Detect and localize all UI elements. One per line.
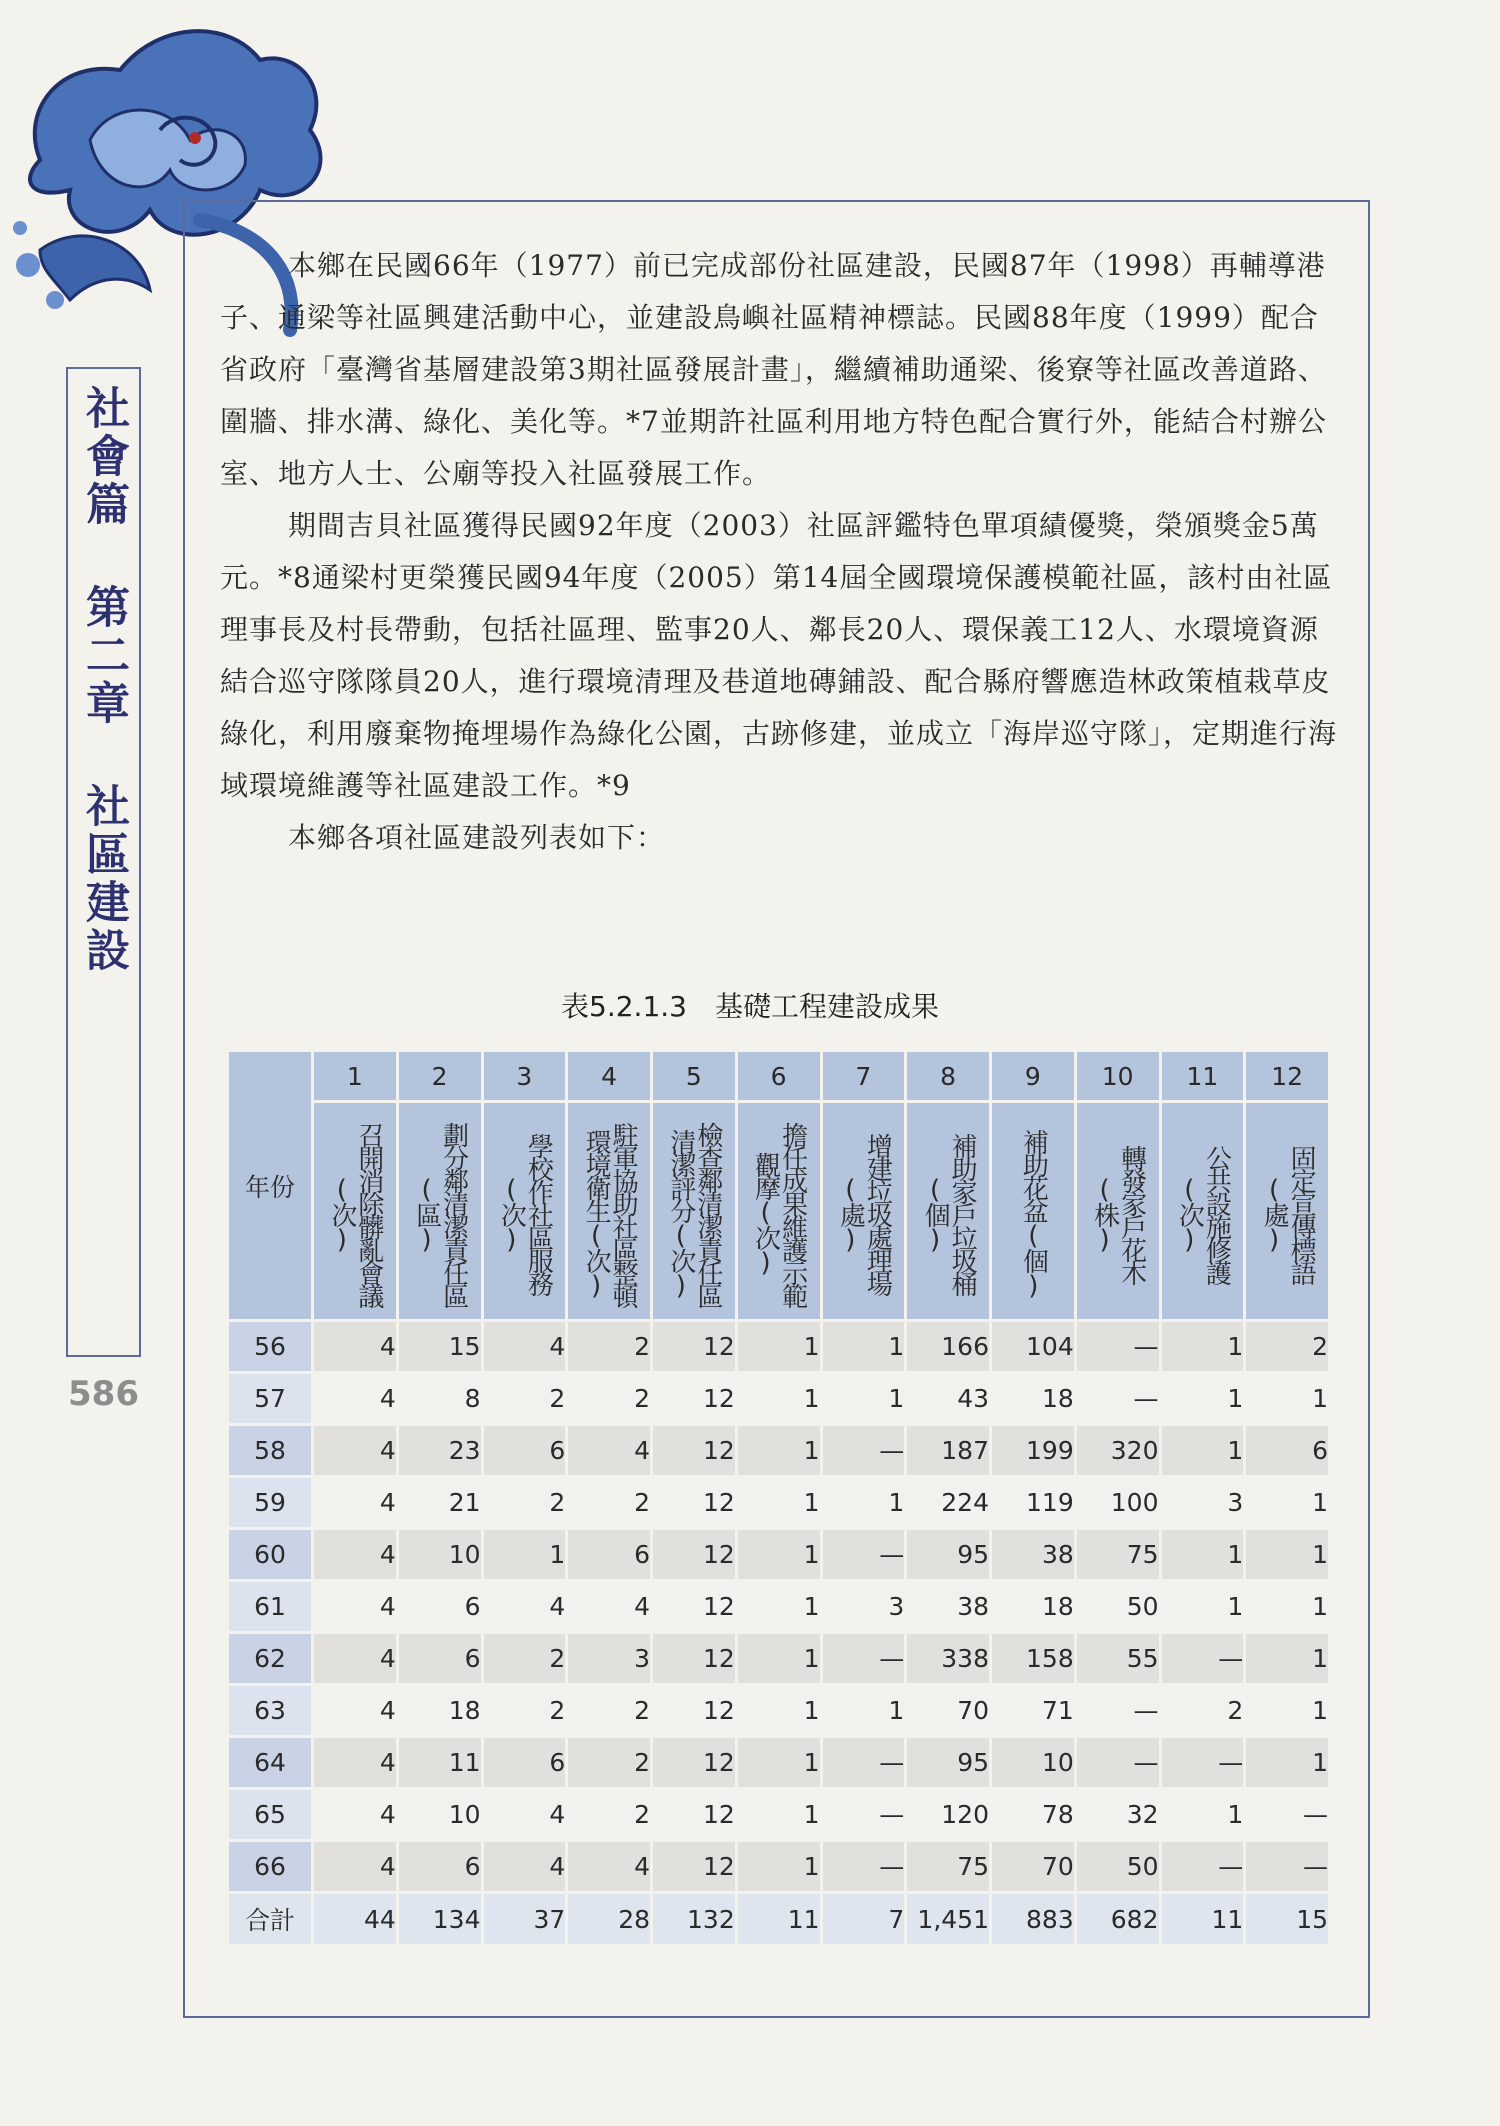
year-cell: 58: [229, 1426, 311, 1475]
column-number: 8: [907, 1052, 989, 1100]
total-cell: 28: [568, 1894, 650, 1944]
value-cell: 18: [992, 1374, 1074, 1423]
column-name: 補助家戶垃圾桶(個): [920, 1133, 978, 1294]
value-cell: —: [823, 1426, 905, 1475]
value-cell: —: [1077, 1322, 1159, 1371]
value-cell: 4: [568, 1582, 650, 1631]
column-number: 1: [314, 1052, 396, 1100]
value-cell: 43: [907, 1374, 989, 1423]
value-cell: 1: [738, 1374, 820, 1423]
column-number: 2: [399, 1052, 481, 1100]
value-cell: 1: [823, 1686, 905, 1735]
value-cell: 2: [1246, 1322, 1328, 1371]
value-cell: 4: [568, 1842, 650, 1891]
value-cell: 10: [399, 1530, 481, 1579]
column-number: 4: [568, 1052, 650, 1100]
value-cell: 55: [1077, 1634, 1159, 1683]
column-number: 9: [992, 1052, 1074, 1100]
total-cell: 883: [992, 1894, 1074, 1944]
total-cell: 134: [399, 1894, 481, 1944]
value-cell: 95: [907, 1530, 989, 1579]
table-row: [229, 1686, 1328, 1735]
value-cell: 4: [314, 1374, 396, 1423]
column-name: 學校作社區服務(次): [496, 1133, 554, 1294]
value-cell: 12: [653, 1426, 735, 1475]
year-cell: 60: [229, 1530, 311, 1579]
value-cell: 1: [738, 1738, 820, 1787]
column-name: 固定宣傳標語(處): [1259, 1144, 1317, 1283]
value-cell: —: [823, 1790, 905, 1839]
value-cell: 11: [399, 1738, 481, 1787]
value-cell: 12: [653, 1790, 735, 1839]
value-cell: 4: [314, 1686, 396, 1735]
value-cell: 21: [399, 1478, 481, 1527]
value-cell: 224: [907, 1478, 989, 1527]
value-cell: 4: [568, 1426, 650, 1475]
year-cell: 59: [229, 1478, 311, 1527]
value-cell: 1: [738, 1322, 820, 1371]
chapter-side-title: 社會篇 第二章 社區建設: [78, 385, 129, 975]
value-cell: 10: [992, 1738, 1074, 1787]
column-number: 6: [738, 1052, 820, 1100]
value-cell: 3: [568, 1634, 650, 1683]
construction-table: [226, 1049, 1331, 1947]
value-cell: 78: [992, 1790, 1074, 1839]
year-cell: 63: [229, 1686, 311, 1735]
value-cell: 4: [484, 1842, 566, 1891]
value-cell: 1: [1246, 1634, 1328, 1683]
column-number: 3: [484, 1052, 566, 1100]
value-cell: 120: [907, 1790, 989, 1839]
page-number: 586: [68, 1374, 139, 1414]
year-cell: 65: [229, 1790, 311, 1839]
value-cell: 2: [484, 1634, 566, 1683]
value-cell: 1: [484, 1530, 566, 1579]
column-header: [1246, 1103, 1328, 1319]
value-cell: 104: [992, 1322, 1074, 1371]
column-header: [907, 1103, 989, 1319]
column-header: [314, 1103, 396, 1319]
column-name: 檢查鄰清潔責任區清潔評分(次): [665, 1121, 723, 1306]
value-cell: 1: [823, 1322, 905, 1371]
value-cell: 12: [653, 1322, 735, 1371]
value-cell: 158: [992, 1634, 1074, 1683]
column-number-row: [229, 1052, 1328, 1100]
column-name: 轉發家戶花木(株): [1089, 1144, 1147, 1283]
value-cell: 4: [314, 1322, 396, 1371]
value-cell: 8: [399, 1374, 481, 1423]
value-cell: 70: [992, 1842, 1074, 1891]
value-cell: 6: [399, 1634, 481, 1683]
value-cell: 2: [568, 1790, 650, 1839]
value-cell: 1: [1246, 1738, 1328, 1787]
value-cell: 199: [992, 1426, 1074, 1475]
value-cell: —: [823, 1738, 905, 1787]
value-cell: 38: [992, 1530, 1074, 1579]
body-text: [220, 240, 1340, 864]
column-number: 11: [1162, 1052, 1244, 1100]
column-name-row: [229, 1103, 1328, 1319]
table-row: [229, 1478, 1328, 1527]
value-cell: —: [1246, 1842, 1328, 1891]
value-cell: 1: [1162, 1322, 1244, 1371]
table-body: [229, 1322, 1328, 1944]
value-cell: 1: [738, 1686, 820, 1735]
value-cell: 3: [1162, 1478, 1244, 1527]
value-cell: 6: [399, 1582, 481, 1631]
year-cell: 64: [229, 1738, 311, 1787]
value-cell: 4: [314, 1790, 396, 1839]
column-header: [1162, 1103, 1244, 1319]
value-cell: 6: [484, 1738, 566, 1787]
value-cell: 338: [907, 1634, 989, 1683]
value-cell: 50: [1077, 1842, 1159, 1891]
total-label: 合計: [229, 1894, 311, 1944]
value-cell: 2: [568, 1478, 650, 1527]
value-cell: 1: [738, 1634, 820, 1683]
total-cell: 1,451: [907, 1894, 989, 1944]
value-cell: 12: [653, 1842, 735, 1891]
value-cell: 2: [568, 1322, 650, 1371]
value-cell: 1: [1246, 1686, 1328, 1735]
table-row: [229, 1634, 1328, 1683]
table-row: [229, 1738, 1328, 1787]
column-name: 劃分鄰清潔責任區(區): [411, 1121, 469, 1306]
value-cell: 1: [1246, 1582, 1328, 1631]
value-cell: 166: [907, 1322, 989, 1371]
value-cell: —: [1077, 1686, 1159, 1735]
value-cell: 32: [1077, 1790, 1159, 1839]
value-cell: 6: [568, 1530, 650, 1579]
value-cell: 1: [823, 1374, 905, 1423]
value-cell: 1: [823, 1478, 905, 1527]
column-number: 5: [653, 1052, 735, 1100]
total-cell: 682: [1077, 1894, 1159, 1944]
value-cell: 1: [738, 1530, 820, 1579]
column-number: 7: [823, 1052, 905, 1100]
value-cell: —: [1162, 1634, 1244, 1683]
table-row: [229, 1530, 1328, 1579]
total-row: [229, 1894, 1328, 1944]
value-cell: —: [823, 1530, 905, 1579]
value-cell: 1: [738, 1790, 820, 1839]
value-cell: 4: [314, 1582, 396, 1631]
value-cell: 4: [484, 1322, 566, 1371]
value-cell: 4: [484, 1790, 566, 1839]
value-cell: —: [823, 1634, 905, 1683]
value-cell: 12: [653, 1634, 735, 1683]
value-cell: 4: [314, 1426, 396, 1475]
value-cell: 6: [1246, 1426, 1328, 1475]
column-header: [568, 1103, 650, 1319]
column-header: [399, 1103, 481, 1319]
value-cell: 15: [399, 1322, 481, 1371]
paragraph-1: 本鄉在民國66年（1977）前已完成部份社區建設，民國87年（1998）再輔導港子、通梁等社區興建活動中心，並建設鳥嶼社區精神標誌。民國88年度（1999）配合省政府「臺灣省基層建設第3期社區發展計畫」，繼續補助通梁、後寮等社區改善道路、圍牆、排水溝、綠化、美化等。*7並期許社區利用地方特色配合實行外，能結合村辦公室、地方人士、公廟等投入社區發展工作。: [220, 249, 1327, 490]
column-name: 增建垃圾處理場(處): [835, 1133, 893, 1294]
total-cell: 132: [653, 1894, 735, 1944]
column-name: 擔任成果維護示範觀摩(次): [750, 1121, 808, 1306]
value-cell: 12: [653, 1374, 735, 1423]
table-row: [229, 1322, 1328, 1371]
value-cell: 12: [653, 1686, 735, 1735]
value-cell: 4: [314, 1634, 396, 1683]
value-cell: 75: [907, 1842, 989, 1891]
value-cell: 12: [653, 1738, 735, 1787]
column-header: [992, 1103, 1074, 1319]
value-cell: 1: [1246, 1530, 1328, 1579]
value-cell: 4: [314, 1842, 396, 1891]
year-header: 年份: [229, 1052, 311, 1319]
year-cell: 61: [229, 1582, 311, 1631]
value-cell: 2: [568, 1738, 650, 1787]
value-cell: 1: [738, 1842, 820, 1891]
value-cell: 6: [484, 1426, 566, 1475]
value-cell: 4: [484, 1582, 566, 1631]
total-cell: 11: [738, 1894, 820, 1944]
total-cell: 7: [823, 1894, 905, 1944]
total-cell: 37: [484, 1894, 566, 1944]
value-cell: 4: [314, 1530, 396, 1579]
paragraph-3: 本鄉各項社區建設列表如下：: [288, 821, 666, 854]
value-cell: 2: [568, 1374, 650, 1423]
column-name: 公共設施修護(次): [1174, 1144, 1232, 1283]
value-cell: 12: [653, 1530, 735, 1579]
value-cell: 100: [1077, 1478, 1159, 1527]
value-cell: 1: [738, 1426, 820, 1475]
column-header: [1077, 1103, 1159, 1319]
value-cell: 4: [314, 1478, 396, 1527]
year-cell: 66: [229, 1842, 311, 1891]
table-caption: 表5.2.1.3 基礎工程建設成果: [561, 990, 939, 1023]
table-row: [229, 1582, 1328, 1631]
value-cell: —: [1162, 1842, 1244, 1891]
value-cell: 1: [1162, 1582, 1244, 1631]
year-cell: 62: [229, 1634, 311, 1683]
value-cell: 23: [399, 1426, 481, 1475]
value-cell: 38: [907, 1582, 989, 1631]
value-cell: 2: [484, 1374, 566, 1423]
value-cell: 70: [907, 1686, 989, 1735]
table-row: [229, 1426, 1328, 1475]
column-header: [484, 1103, 566, 1319]
value-cell: 10: [399, 1790, 481, 1839]
value-cell: —: [823, 1842, 905, 1891]
column-header: [738, 1103, 820, 1319]
value-cell: 1: [738, 1582, 820, 1631]
value-cell: 2: [484, 1686, 566, 1735]
value-cell: —: [1077, 1738, 1159, 1787]
value-cell: 75: [1077, 1530, 1159, 1579]
value-cell: 2: [1162, 1686, 1244, 1735]
table-row: [229, 1842, 1328, 1891]
value-cell: 18: [399, 1686, 481, 1735]
value-cell: —: [1077, 1374, 1159, 1423]
value-cell: —: [1162, 1738, 1244, 1787]
column-header: [653, 1103, 735, 1319]
value-cell: 50: [1077, 1582, 1159, 1631]
value-cell: 4: [314, 1738, 396, 1787]
value-cell: 1: [738, 1478, 820, 1527]
value-cell: 1: [1162, 1530, 1244, 1579]
value-cell: 3: [823, 1582, 905, 1631]
total-cell: 15: [1246, 1894, 1328, 1944]
value-cell: 1: [1162, 1790, 1244, 1839]
column-name: 補助花盆(個): [1018, 1129, 1049, 1298]
column-name: 駐軍協助社區整頓環境衛生(次): [581, 1121, 639, 1306]
paragraph-2: 期間吉貝社區獲得民國92年度（2003）社區評鑑特色單項績優獎，榮頒獎金5萬元。*8通梁村更榮獲民國94年度（2005）第14屆全國環境保護模範社區，該村由社區理事長及村長帶動，包括社區理、監事20人、鄰長20人、環保義工12人、水環境資源結合巡守隊隊員20人，進行環境清理及巷道地磚鋪設、配合縣府響應造林政策植栽草皮綠化，利用廢棄物掩埋場作為綠化公園，古跡修建，並成立「海岸巡守隊」，定期進行海域環境維護等社區建設工作。*9: [220, 509, 1338, 802]
value-cell: 187: [907, 1426, 989, 1475]
total-cell: 11: [1162, 1894, 1244, 1944]
value-cell: 95: [907, 1738, 989, 1787]
value-cell: 1: [1162, 1426, 1244, 1475]
total-cell: 44: [314, 1894, 396, 1944]
value-cell: 1: [1162, 1374, 1244, 1423]
year-cell: 56: [229, 1322, 311, 1371]
value-cell: 119: [992, 1478, 1074, 1527]
value-cell: 6: [399, 1842, 481, 1891]
table-row: [229, 1374, 1328, 1423]
value-cell: 2: [568, 1686, 650, 1735]
value-cell: 320: [1077, 1426, 1159, 1475]
column-name: 召開消除髒亂會議(次): [326, 1121, 384, 1306]
table-row: [229, 1790, 1328, 1839]
value-cell: 18: [992, 1582, 1074, 1631]
column-number: 10: [1077, 1052, 1159, 1100]
column-number: 12: [1246, 1052, 1328, 1100]
value-cell: —: [1246, 1790, 1328, 1839]
value-cell: 1: [1246, 1374, 1328, 1423]
value-cell: 12: [653, 1582, 735, 1631]
column-header: [823, 1103, 905, 1319]
value-cell: 71: [992, 1686, 1074, 1735]
value-cell: 12: [653, 1478, 735, 1527]
value-cell: 1: [1246, 1478, 1328, 1527]
value-cell: 2: [484, 1478, 566, 1527]
year-cell: 57: [229, 1374, 311, 1423]
